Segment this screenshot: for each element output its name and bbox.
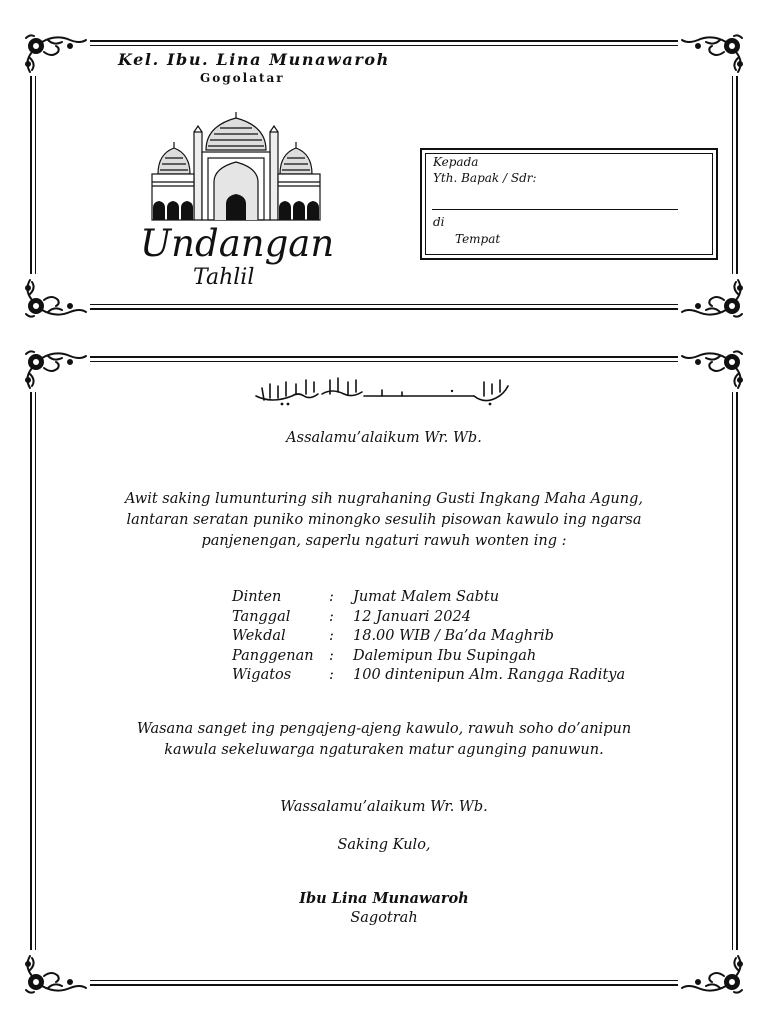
address-at-label: di [433,215,445,229]
detail-value: 100 dintenipun Alm. Rangga Raditya [353,667,626,683]
frame-line [90,45,678,46]
frame-line [30,392,32,950]
address-place-label: Tempat [455,232,501,246]
sender-name: Kel. Ibu. Lina Munawaroh [118,50,390,69]
closing-line: Wasana sanget ing pengajeng-ajeng kawulo, rawuh soho do’anipun [136,721,632,737]
ornament-corner-icon [22,952,88,996]
intro-line: panjenengan, saperlu ngaturi rawuh wonten ing : [201,533,567,549]
frame-line [90,304,678,305]
mosque-icon [150,112,322,222]
frame-line [732,392,733,950]
closing-paragraph [0,719,768,761]
detail-separator: : [329,667,334,683]
ornament-corner-icon [680,348,746,392]
detail-label: Dinten [232,589,282,605]
frame-line [30,76,32,274]
farewell-text: Wassalamu’alaikum Wr. Wb. [280,799,488,815]
signer-name: Ibu Lina Munawaroh [299,890,469,907]
frame-line [35,392,36,950]
ornament-corner-icon [22,276,88,320]
frame-line [736,76,738,274]
invitation-title: Undangan [140,222,335,265]
ornament-corner-icon [680,276,746,320]
intro-line: lantaran seratan puniko minongko sesulih pisowan kawulo ing ngarsa [126,512,642,528]
detail-label: Wekdal [232,628,286,644]
ornament-corner-icon [22,348,88,392]
address-recipient-label: Yth. Bapak / Sdr: [433,171,537,185]
frame-line [90,356,678,358]
frame-line [90,361,678,362]
intro-paragraph [0,489,768,552]
detail-separator: : [329,608,334,625]
signer-role: Sagotrah [350,910,418,926]
from-label: Saking Kulo, [337,837,431,853]
ornament-corner-icon [680,32,746,76]
bismillah-calligraphy-icon [252,374,514,408]
frame-line [90,980,678,981]
greeting-text: Assalamu’alaikum Wr. Wb. [286,430,482,446]
frame-line [732,76,733,274]
detail-separator: : [329,589,334,605]
ornament-corner-icon [22,32,88,76]
detail-label: Wigatos [232,667,292,683]
frame-line [35,76,36,274]
detail-label: Tanggal [232,608,291,625]
detail-separator: : [329,647,334,664]
detail-value: Jumat Malem Sabtu [353,589,500,605]
frame-line [736,392,738,950]
closing-line: kawula sekeluwarga ngaturaken matur agunging panuwun. [164,742,604,758]
detail-value: 18.00 WIB / Ba’da Maghrib [353,628,554,644]
ornament-corner-icon [680,952,746,996]
intro-line: Awit saking lumunturing sih nugrahaning Gusti Ingkang Maha Agung, [124,491,643,507]
sender-city: Gogolatar [200,71,285,85]
frame-line [90,308,678,310]
frame-line [90,40,678,42]
detail-value: 12 Januari 2024 [353,608,471,625]
detail-label: Panggenan [232,647,314,664]
frame-line [90,984,678,986]
address-to-label: Kepada [433,155,479,169]
detail-separator: : [329,628,334,644]
invitation-subtitle: Tahlil [193,265,255,290]
detail-value: Dalemipun Ibu Supingah [353,647,537,664]
address-blank-line [432,209,678,210]
